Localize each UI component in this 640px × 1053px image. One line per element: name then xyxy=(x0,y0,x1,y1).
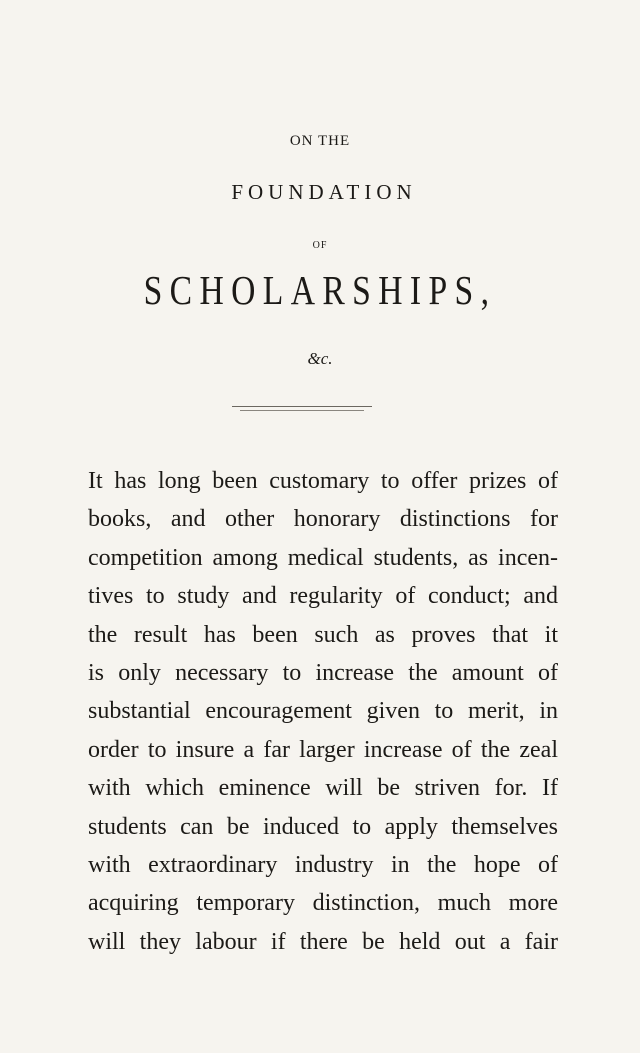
title-on-the: ON THE xyxy=(289,133,351,149)
title-etc: &c. xyxy=(307,349,333,368)
divider-rule xyxy=(232,406,372,407)
text-line: substantial encouragement given to merit, in xyxy=(88,698,558,725)
title-of: OF xyxy=(312,240,328,251)
title-foundation: FOUNDATION xyxy=(231,180,417,204)
text-line: with extraordinary industry in the hope of xyxy=(88,851,558,878)
text-line: with which eminence will be striven for. If xyxy=(88,775,558,802)
text-line: is only necessary to increase the amount of xyxy=(88,659,558,686)
text-line: It has long been customary to offer prizes of xyxy=(88,468,558,494)
divider-rule-lower xyxy=(240,410,364,411)
text-line: competition among medical students, as incen- xyxy=(88,544,558,571)
text-line: tives to study and regularity of conduct; and xyxy=(88,583,558,610)
text-line: acquiring temporary distinction, much more xyxy=(88,890,558,917)
text-line: books, and other honorary distinctions for xyxy=(88,506,558,533)
text-line: order to insure a far larger increase of the zeal xyxy=(88,736,558,763)
title-scholarships: SCHOLARSHIPS, xyxy=(143,267,497,313)
text-line: will they labour if there be held out a fair xyxy=(88,928,558,955)
text-line: the result has been such as proves that it xyxy=(88,621,558,648)
text-line: students can be induced to apply themselves xyxy=(88,813,558,840)
body-paragraph xyxy=(88,462,558,961)
